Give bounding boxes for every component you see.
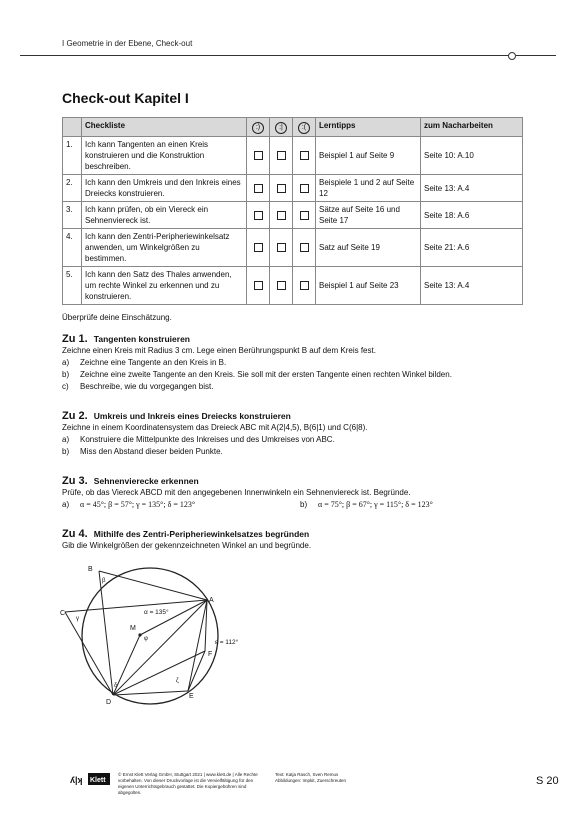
table-row <box>63 267 523 305</box>
header-happy-smiley-icon: :) <box>247 118 270 137</box>
header-rule-tail <box>516 55 556 56</box>
row-text: Ich kann prüfen, ob ein Viereck ein Sehnenviereck ist. <box>82 202 247 229</box>
row-review: Seite 10: A.10 <box>421 137 523 175</box>
section-title: Mithilfe des Zentri-Peripheriewinkelsatzes begründen <box>93 529 310 539</box>
row-text: Ich kann den Umkreis und den Inkreis eines Dreiecks konstruieren. <box>82 175 247 202</box>
task-text: α = 45°; β = 57°; γ = 135°; δ = 123° <box>80 500 196 509</box>
task-label: c) <box>62 382 69 391</box>
footer-image-credit: Abbildungen: Impkit, Zuerschreuten <box>275 778 347 783</box>
header-sad-smiley-icon: :( <box>293 118 316 137</box>
task-text: α = 75°; β = 67°; γ = 115°; δ = 123° <box>318 500 433 509</box>
checkbox-sad[interactable] <box>293 137 316 175</box>
task-text: Konstruiere die Mittelpunkte des Inkreises und des Umkreises von ABC. <box>80 435 335 444</box>
row-tip: Beispiel 1 auf Seite 9 <box>316 137 421 175</box>
section-title: Sehnenvierecke erkennen <box>93 476 199 486</box>
section-intro: Zeichne einen Kreis mit Radius 3 cm. Lege einen Berührungspunkt B auf dem Kreis fest. <box>62 346 376 355</box>
section-heading <box>62 528 532 540</box>
row-text: Ich kann Tangenten an einen Kreis konstruieren und die Konstruktion beschreiben. <box>82 137 247 175</box>
task-item <box>62 381 532 393</box>
section-heading <box>62 410 532 422</box>
task-text: Zeichne eine zweite Tangente an den Kreis. Sie soll mit der ersten Tangente einen rechten Winkel bilden. <box>80 370 452 379</box>
row-tip: Beispiele 1 und 2 auf Seite 12 <box>316 175 421 202</box>
task-text: Zeichne eine Tangente an den Kreis in B. <box>80 358 227 367</box>
section-number: Zu 1. <box>62 333 88 345</box>
label-m: M <box>130 625 136 632</box>
task-item <box>62 434 532 446</box>
task-text: Beschreibe, wie du vorgegangen bist. <box>80 382 214 391</box>
table-row <box>63 137 523 175</box>
checkbox-sad[interactable] <box>293 267 316 305</box>
circle-diagram <box>60 560 260 710</box>
logo-text: Klett <box>90 777 106 784</box>
svg-text:ʎ|ʞ: ʎ|ʞ <box>70 775 83 785</box>
footer-text-credit: Text: Katja Rasch, Sven Remus <box>275 772 339 777</box>
row-review: Seite 21: A.6 <box>421 229 523 267</box>
row-review: Seite 18: A.6 <box>421 202 523 229</box>
row-num: 4. <box>63 229 82 267</box>
chords <box>65 571 207 695</box>
section-intro: Gib die Winkelgrößen der gekennzeichneten Winkel an und begründe. <box>62 541 312 550</box>
checkbox-happy[interactable] <box>247 137 270 175</box>
label-b: B <box>88 566 93 573</box>
checkbox-neutral[interactable] <box>270 175 293 202</box>
task-item <box>62 369 532 381</box>
angle-alpha-label: α = 135° <box>144 609 169 616</box>
footer-credits <box>275 772 395 784</box>
checkbox-sad[interactable] <box>293 229 316 267</box>
header-checklist: Checkliste <box>82 118 247 137</box>
footer-copyright: © Ernst Klett Verlag GmbH, Stuttgart 2021 | www.klett.de | Alle Rechte vorbehalten. Von dieser Druckvorlage ist die Vervielfältigung für den eigenen Unterrichtsgebrauch gestattet. Die Kopiergebühren sind abgegolten. <box>118 772 258 795</box>
section-number: Zu 3. <box>62 475 88 487</box>
row-num: 3. <box>63 202 82 229</box>
section-4 <box>62 528 532 552</box>
task-row <box>62 499 532 511</box>
section-2 <box>62 410 532 458</box>
task-label: b) <box>62 447 70 456</box>
checkbox-neutral[interactable] <box>270 137 293 175</box>
section-1 <box>62 333 532 393</box>
row-num: 1. <box>63 137 82 175</box>
row-text: Ich kann den Zentri-Peripheriewinkelsatz anwenden, um Winkelgrößen zu bestimmen. <box>82 229 247 267</box>
task-item <box>62 446 532 458</box>
row-text: Ich kann den Satz des Thales anwenden, um rechte Winkel zu erkennen und zu konstruieren. <box>82 267 247 305</box>
running-header: I Geometrie in der Ebene, Check-out <box>62 39 193 48</box>
label-a: A <box>209 597 214 604</box>
center-point <box>138 633 141 636</box>
table-row <box>63 229 523 267</box>
row-num: 5. <box>63 267 82 305</box>
angle-beta: β <box>102 578 106 584</box>
task-item <box>62 357 532 369</box>
task-label: a) <box>62 500 70 509</box>
header-tips: Lerntipps <box>316 118 421 137</box>
label-f: F <box>208 651 213 658</box>
angle-delta: δ <box>114 683 118 689</box>
task-label: a) <box>62 435 70 444</box>
checklist-table <box>62 117 523 305</box>
header-neutral-smiley-icon: :| <box>270 118 293 137</box>
page-title: Check-out Kapitel I <box>62 90 189 106</box>
task-text: Miss den Abstand dieser beiden Punkte. <box>80 447 223 456</box>
checkbox-happy[interactable] <box>247 267 270 305</box>
task-label: b) <box>62 370 70 379</box>
assessment-note: Überprüfe deine Einschätzung. <box>62 313 172 322</box>
angle-gamma: γ <box>76 616 79 622</box>
angle-epsilon-label: ε = 112° <box>215 639 239 646</box>
checkbox-happy[interactable] <box>247 229 270 267</box>
row-tip: Sätze auf Seite 16 und Seite 17 <box>316 202 421 229</box>
section-heading <box>62 333 532 345</box>
row-review: Seite 13: A.4 <box>421 175 523 202</box>
section-intro: Zeichne in einem Koordinatensystem das Dreieck ABC mit A(2|4,5), B(6|1) und C(6|8). <box>62 423 368 432</box>
table-header-row <box>63 118 523 137</box>
section-title: Umkreis und Inkreis eines Dreiecks konstruieren <box>93 411 291 421</box>
row-review: Seite 13: A.4 <box>421 267 523 305</box>
row-num: 2. <box>63 175 82 202</box>
section-number: Zu 4. <box>62 528 88 540</box>
row-tip: Beispiel 1 auf Seite 23 <box>316 267 421 305</box>
header-num <box>63 118 82 137</box>
table-row <box>63 175 523 202</box>
checkbox-sad[interactable] <box>293 202 316 229</box>
section-3 <box>62 475 532 511</box>
task-label: b) <box>300 500 308 509</box>
checkbox-happy[interactable] <box>247 202 270 229</box>
table-row <box>63 202 523 229</box>
checkbox-sad[interactable] <box>293 175 316 202</box>
row-tip: Satz auf Seite 19 <box>316 229 421 267</box>
page-number: S 20 <box>536 775 559 787</box>
checkbox-neutral[interactable] <box>270 267 293 305</box>
header-review: zum Nacharbeiten <box>421 118 523 137</box>
klett-logo-icon <box>70 772 112 786</box>
checkbox-neutral[interactable] <box>270 229 293 267</box>
angle-phi: φ <box>144 636 148 642</box>
section-intro: Prüfe, ob das Viereck ABCD mit den angegebenen Innenwinkeln ein Sehnenviereck ist. Begründe. <box>62 488 411 497</box>
checkbox-happy[interactable] <box>247 175 270 202</box>
header-rule-dot <box>508 52 516 60</box>
label-e: E <box>189 693 194 700</box>
section-title: Tangenten konstruieren <box>93 334 190 344</box>
section-heading <box>62 475 532 487</box>
label-c: C <box>60 610 66 617</box>
task-label: a) <box>62 358 70 367</box>
angle-zeta: ζ <box>176 678 179 684</box>
section-number: Zu 2. <box>62 410 88 422</box>
circle <box>82 568 218 704</box>
checkbox-neutral[interactable] <box>270 202 293 229</box>
label-d: D <box>106 699 112 706</box>
header-rule <box>20 55 510 56</box>
